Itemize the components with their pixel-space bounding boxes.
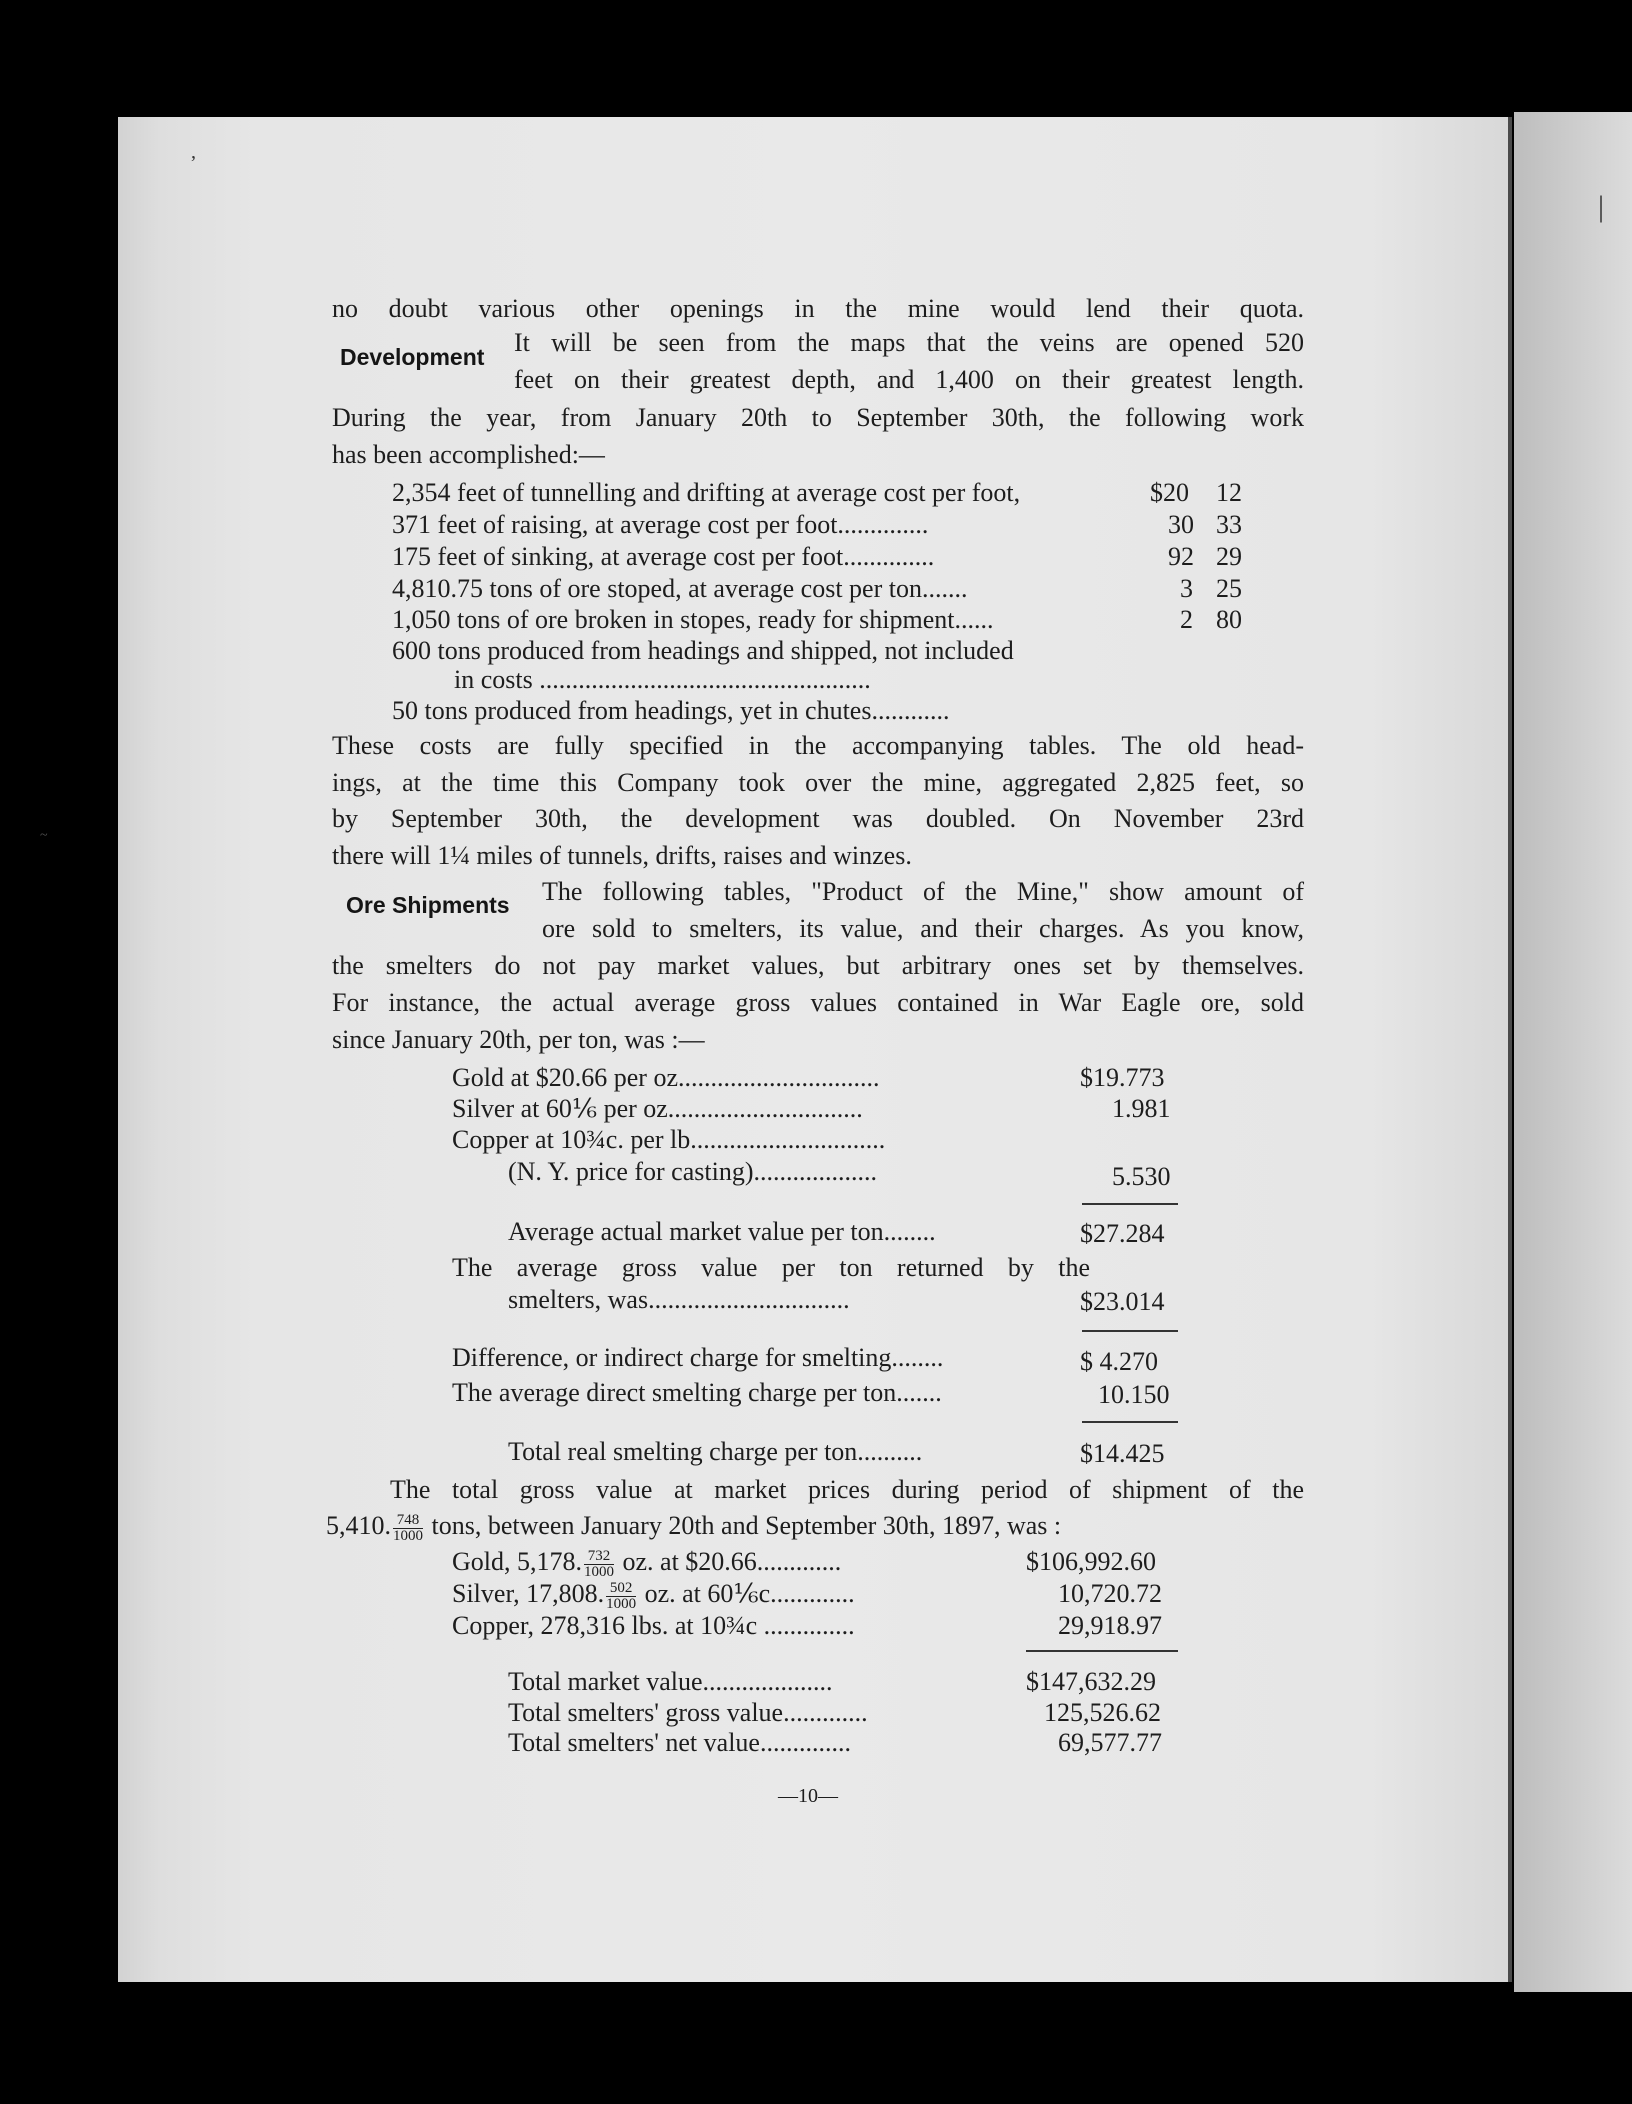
total-charge-value: $14.425 — [1080, 1439, 1165, 1468]
gold-value-label: Gold at $20.66 per oz............................... — [452, 1063, 880, 1092]
scan-speck: ~ — [40, 828, 48, 843]
work-item-cents: 80 — [1216, 605, 1242, 634]
total-value: $147,632.29 — [1026, 1667, 1156, 1696]
costs-line-4: there will 1¼ miles of tunnels, drifts, raises and winzes. — [332, 841, 912, 870]
fraction-numerator: 502 — [606, 1581, 636, 1597]
work-item-cents: 25 — [1216, 574, 1242, 603]
intro-line-3: feet on their greatest depth, and 1,400 on their greatest length. — [514, 365, 1304, 394]
fraction-numerator: 748 — [393, 1513, 423, 1529]
intro-line-1: no doubt various other openings in the mine would lend their quota. — [332, 294, 1304, 323]
gross-tons-integer: 5,410. — [326, 1511, 391, 1540]
metal-label: Copper, 278,316 lbs. at 10¾c — [452, 1611, 758, 1640]
work-item-dollars: 30 — [1168, 510, 1194, 539]
work-item-dollars: 92 — [1168, 542, 1194, 571]
difference-value: $ 4.270 — [1080, 1347, 1158, 1376]
avg-market-label: Average actual market value per ton........ — [508, 1217, 936, 1246]
metal-label: Silver, 17,808. — [452, 1579, 605, 1608]
total-value: 69,577.77 — [1058, 1728, 1162, 1757]
sidenote-development: Development — [340, 344, 485, 370]
costs-line-1: These costs are fully specified in the accompanying tables. The old head- — [332, 731, 1304, 760]
metal-label-rest: .............. — [757, 1611, 855, 1640]
total-label: Total smelters' gross value............. — [508, 1698, 868, 1727]
metal-label-rest: oz. at $20.66............. — [616, 1547, 842, 1576]
metal-value-gold: $106,992.60 — [1026, 1547, 1156, 1576]
avg-gross-label-1: The average gross value per ton returned by the — [452, 1253, 1090, 1282]
gold-value: $19.773 — [1080, 1063, 1165, 1092]
gross-line-1: The total gross value at market prices during period of shipment of the — [390, 1475, 1304, 1504]
intro-line-4: During the year, from January 20th to September 30th, the following work — [332, 403, 1304, 432]
adjacent-page — [1514, 112, 1632, 1992]
sum-rule — [1026, 1650, 1178, 1652]
direct-charge-value: 10.150 — [1098, 1380, 1170, 1409]
fraction-denominator: 1000 — [584, 1563, 614, 1580]
gross-line-2-rest: tons, between January 20th and September 30th, 1897, was : — [425, 1511, 1062, 1540]
copper-value: 5.530 — [1112, 1162, 1171, 1191]
gross-tons-fraction — [393, 1513, 423, 1544]
total-label: Total market value.................... — [508, 1667, 833, 1696]
sum-rule — [1082, 1203, 1178, 1205]
metal-label-rest: oz. at 60⅙c............. — [638, 1579, 855, 1608]
work-item: 50 tons produced from headings, yet in chutes............ — [392, 696, 950, 725]
work-item: 4,810.75 tons of ore stoped, at average cost per ton....... — [392, 574, 968, 603]
silver-value-label: Silver at 60⅙ per oz.............................. — [452, 1094, 863, 1123]
ore-line-3: the smelters do not pay market values, but arbitrary ones set by themselves. — [332, 951, 1304, 980]
work-item: 175 feet of sinking, at average cost per foot.............. — [392, 542, 935, 571]
avg-gross-label-2: smelters, was............................... — [508, 1285, 850, 1314]
sum-rule — [1082, 1421, 1178, 1423]
avg-market-value: $27.284 — [1080, 1219, 1165, 1248]
difference-label: Difference, or indirect charge for smelting........ — [452, 1343, 944, 1372]
metal-value-copper: 29,918.97 — [1058, 1611, 1162, 1640]
total-value: 125,526.62 — [1044, 1698, 1161, 1727]
total-label: Total smelters' net value.............. — [508, 1728, 851, 1757]
direct-charge-label: The average direct smelting charge per ton....... — [452, 1378, 942, 1407]
scan-speck: | — [1598, 190, 1605, 223]
metal-row-silver — [452, 1578, 855, 1612]
fraction-denominator: 1000 — [393, 1527, 423, 1544]
ore-line-1: The following tables, "Product of the Mine," show amount of — [542, 877, 1304, 906]
metal-row-gold — [452, 1546, 841, 1580]
work-item: 2,354 feet of tunnelling and drifting at average cost per foot, — [392, 478, 1021, 507]
ore-line-5: since January 20th, per ton, was :— — [332, 1025, 705, 1054]
copper-value-label: Copper at 10¾c. per lb.............................. — [452, 1125, 886, 1154]
costs-line-3: by September 30th, the development was doubled. On November 23rd — [332, 804, 1304, 833]
fraction-denominator: 1000 — [606, 1595, 637, 1612]
work-item: 600 tons produced from headings and shipped, not included — [392, 636, 1014, 665]
page-edge — [1508, 117, 1512, 1982]
metal-fraction — [606, 1581, 636, 1612]
work-item: in costs ................................................... — [454, 665, 871, 694]
metal-fraction — [584, 1549, 614, 1580]
work-item-dollars: $20 — [1150, 478, 1189, 507]
metal-label: Gold, 5,178. — [452, 1547, 582, 1576]
total-charge-label: Total real smelting charge per ton.......... — [508, 1437, 923, 1466]
work-item-cents: 33 — [1216, 510, 1242, 539]
sidenote-ore-shipments: Ore Shipments — [346, 892, 510, 918]
intro-line-2: It will be seen from the maps that the veins are opened 520 — [514, 328, 1304, 357]
fraction-numerator: 732 — [584, 1549, 614, 1565]
avg-gross-value: $23.014 — [1080, 1287, 1165, 1316]
page-number: —10— — [778, 1785, 838, 1807]
copper-ny-label: (N. Y. price for casting)................... — [508, 1157, 877, 1186]
scan-speck: ’ — [190, 152, 197, 174]
metal-row-copper — [452, 1610, 855, 1642]
work-item-cents: 12 — [1216, 478, 1242, 507]
silver-value: 1.981 — [1112, 1094, 1171, 1123]
work-item: 1,050 tons of ore broken in stopes, ready for shipment...... — [392, 605, 994, 634]
sum-rule — [1082, 1330, 1178, 1332]
intro-line-5: has been accomplished:— — [332, 440, 605, 469]
ore-line-4: For instance, the actual average gross values contained in War Eagle ore, sold — [332, 988, 1304, 1017]
work-item: 371 feet of raising, at average cost per foot.............. — [392, 510, 929, 539]
work-item-dollars: 2 — [1180, 605, 1193, 634]
work-item-cents: 29 — [1216, 542, 1242, 571]
gross-line-2 — [326, 1510, 1061, 1544]
ore-line-2: ore sold to smelters, its value, and their charges. As you know, — [542, 914, 1304, 943]
metal-value-silver: 10,720.72 — [1058, 1579, 1162, 1608]
costs-line-2: ings, at the time this Company took over the mine, aggregated 2,825 feet, so — [332, 768, 1304, 797]
work-item-dollars: 3 — [1180, 574, 1193, 603]
